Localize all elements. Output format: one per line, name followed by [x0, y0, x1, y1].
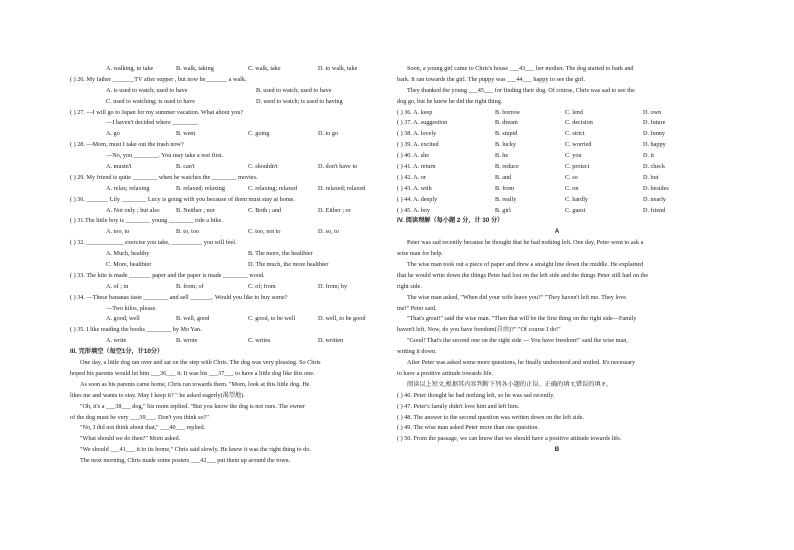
q26-options-ab [70, 86, 390, 97]
choice-row [397, 195, 717, 206]
option-c: C. hardly [565, 195, 589, 203]
option-c: C. going [248, 130, 270, 138]
option-a: ( ) 39. A. excited [397, 141, 439, 149]
option-b: B. borrow [495, 108, 521, 116]
option-a: A. too, to [106, 228, 130, 236]
passage-line: "Good! That's the second one on the right side — You have freedom!" said the wise man, [407, 337, 628, 345]
option-d: D. funny [643, 130, 665, 138]
option-b: B. stupid [495, 130, 518, 138]
option-a: ( ) 41. A. return [397, 163, 436, 171]
option-d: D. so, to [318, 228, 339, 236]
option-c: C. used to watching; is used to have [106, 97, 196, 105]
q27-line2: —I haven't decided where ________. [106, 119, 199, 127]
left-column [70, 64, 390, 467]
option-a: ( ) 42. A. or [397, 173, 426, 181]
q29-stem: ( ) 29. My friend is quite ________ when he watches the ________ movies. [70, 173, 258, 181]
instruction: 阅读以上短文,根据其内容判断下列各小题的正误。正确的填 T,错误的填 F。 [407, 380, 612, 388]
q30-stem: ( ) 30. _______ Lily ________ Lucy is going with you because of them must stay at home. [70, 195, 295, 203]
passage-line: haven't left. Now, do you have freedom(自由)?" "Of course I do!" [397, 326, 561, 334]
option-d: D. future [643, 119, 666, 127]
option-b: B. used to watch; used to have [256, 86, 332, 94]
tf-question: ( ) 47. Peter's family didn't love him and left him. [397, 402, 520, 410]
passage-line: Peter was sad recently because he thought that he had nothing left. One day, Peter went to ask a [407, 239, 644, 247]
q28-stem: ( ) 28. —Mom, must I take out the trash now? [70, 141, 184, 149]
option-c: C. protect [565, 163, 590, 171]
tf-question: ( ) 49. The wise man asked Peter more than one question. [397, 424, 539, 432]
option-a: A. good, well [106, 315, 140, 323]
q30-options [70, 206, 390, 217]
q26-stem: ( ) 26. My father _______TV after supper , but now he_______ a walk. [70, 75, 247, 83]
option-d: D. friend [643, 206, 666, 214]
q32-stem: ( ) 32. ____________ exercise you take, __________ you will feel. [70, 239, 237, 247]
passage-line: Soon, a young girl came to Chris's house ___43___ her mother. The dog started to bark and [407, 65, 634, 72]
q25-options [70, 64, 390, 75]
passage-line: that he would write down the things Peter had lost on the left side and the things Peter still had on the [397, 271, 649, 279]
option-c: C. shouldn't [248, 163, 278, 171]
passage-line: writing it down. [397, 348, 437, 356]
option-b: B. The more, the healthier [248, 250, 313, 258]
option-d: D. used to watch; is used to having [256, 97, 343, 105]
option-d: D. but [643, 173, 659, 181]
option-c: C. More, healthier [106, 261, 152, 269]
option-b: B. walk, taking [176, 65, 214, 72]
q33-stem: ( ) 33. The kite is made _______ paper and the paper is made ________ wood. [70, 271, 265, 279]
option-d: D. Either ; or [318, 206, 351, 214]
option-a: A. walking, to take [106, 65, 154, 72]
option-d: D. to go [318, 130, 339, 138]
choice-row [397, 118, 717, 129]
q34-line2: —Two kilos, please. [106, 304, 157, 312]
option-d: D. check [643, 163, 665, 171]
option-a: ( ) 40. A. she [397, 152, 429, 160]
option-d: D. it [643, 152, 655, 160]
q29-options [70, 184, 390, 195]
option-a: A. relax; relaxing [106, 184, 150, 192]
option-a: ( ) 44. A. deeply [397, 195, 438, 203]
option-c: C. too, not to [248, 228, 281, 236]
passage-line: dog go, but he knew he did the right thing. [397, 97, 503, 105]
tf-question: ( ) 46. Peter thought he had nothing left, so he was sad recently. [397, 391, 555, 399]
passage-b-label: B [554, 446, 560, 454]
q32-options-ab [70, 249, 390, 260]
q31-stem: ( ) 31.The little boy is ________ young ________ ride a bike. [70, 217, 223, 225]
option-a: A. is used to watch; used to have [106, 86, 188, 94]
passage-line: me!" Peter said. [397, 304, 437, 312]
passage-line: wise man for help. [397, 250, 444, 258]
passage-line: The wise man asked, "When did your wife leave you?" "They haven't left me. They love [407, 293, 627, 301]
option-d: D. The much, the more healthier [248, 261, 329, 269]
tf-question: ( ) 50. From the passage, we can know that we should have a positive attitude towards life. [397, 435, 622, 443]
section-4-title: IV. 阅读理解（每小题 2 分，计 30 分） [397, 217, 504, 225]
q34-options [70, 314, 390, 325]
q35-stem: ( ) 35. I like reading the books ________ by Mo Yan. [70, 326, 202, 334]
option-c: C. worried [565, 141, 592, 149]
passage-line: After Peter was asked some more questions, he finally understood and smiled. It's necessary [407, 359, 636, 367]
option-b: B. to, too [176, 228, 200, 236]
option-b: B. girl [495, 206, 511, 214]
q27-options [70, 129, 390, 140]
option-d: D. relaxed; relaxed [318, 184, 366, 192]
choice-row [397, 184, 717, 195]
option-c: C. relaxing; relaxed [248, 184, 297, 192]
option-b: B. lucky [495, 141, 516, 149]
option-a: ( ) 37. A. suggestion [397, 119, 448, 127]
passage-line: As soon as his parents came home, Chris ran towards them. "Mom, look at this little dog. He [80, 380, 310, 388]
passage-line: The wise man took out a piece of paper and drew a straight line down the middle. He explained [407, 261, 644, 269]
option-b: B. Neither ; nor [176, 206, 215, 214]
option-d: D. happy [643, 141, 666, 149]
option-a: A. write [106, 337, 127, 345]
q26-options-cd [70, 97, 390, 108]
option-a: ( ) 45. A. boy [397, 206, 430, 214]
option-c: C. walk, take [248, 65, 281, 72]
option-b: B. and [495, 173, 512, 181]
q34-stem: ( ) 34. —These bananas taste ________ and sell _______. Would you like to buy some? [70, 293, 288, 301]
passage-line: They thanked the young ___45___ for finding their dog. Of course, Chris was sad to see the [407, 86, 635, 94]
option-b: B. went [176, 130, 196, 138]
q32-options-cd [70, 260, 390, 271]
option-b: B. relaxed; relaxing [176, 184, 225, 192]
option-b: B. from; of [176, 282, 204, 290]
passage-line: likes me and wants to stay. May I keep it? " he asked eagerly(渴望地). [70, 391, 245, 399]
choice-row [397, 129, 717, 140]
option-d: D. to walk, take [318, 65, 358, 72]
passage-line: "That's great!" said the wise man. "Then that will be the first thing on the right side—Family [407, 315, 637, 323]
tf-question: ( ) 48. The answer to the second question was written down on the left side. [397, 413, 585, 421]
option-a: ( ) 38. A. lovely [397, 130, 437, 138]
option-d: D. nearly [643, 195, 667, 203]
passage-line: "Oh, it's a ___38___ dog," his mom replied. "But you know the dog is not ours. The owner [80, 402, 305, 410]
option-c: C. strict [565, 130, 585, 138]
option-d: D. written [318, 337, 344, 345]
option-d: D. from; by [318, 282, 348, 290]
option-c: C. lend [565, 108, 583, 116]
q28-line2: —No, you ________. You may take a rest first. [106, 152, 224, 160]
option-b: B. really [495, 195, 517, 203]
option-c: C. you [565, 152, 582, 160]
option-c: C. on [565, 184, 579, 192]
choice-row [397, 140, 717, 151]
passage-line: "What should we do then?" Mom asked. [80, 435, 181, 443]
option-b: B. wrote [176, 337, 198, 345]
choice-row [397, 206, 717, 217]
passage-line: to have a positive attitude towards life. [397, 369, 494, 377]
cloze-choices [397, 108, 717, 217]
option-c: C. writes [248, 337, 271, 345]
option-d: D. don't have to [318, 163, 358, 171]
passage-line: right side. [397, 282, 422, 290]
option-c: C. Both ; and [248, 206, 282, 214]
q28-options [70, 162, 390, 173]
choice-row [397, 162, 717, 173]
choice-row [397, 173, 717, 184]
option-a: A. Much, healthy [106, 250, 150, 258]
option-a: A. mustn't [106, 163, 132, 171]
passage-line: hoped his parents would let him ___36___ it. It was his ___37___ to have a little dog like this one. [70, 369, 315, 377]
option-b: B. he [495, 152, 509, 160]
section-3-title: III. 完形填空（每空1分，计10分） [70, 348, 164, 356]
option-d: D. well, to be good [318, 315, 366, 323]
passage-line: bark. It ran towards the girl. The puppy was ___44___ happy to see the girl. [397, 75, 586, 83]
q33-options [70, 282, 390, 293]
option-b: B. can't [176, 163, 195, 171]
option-c: C. decision [565, 119, 593, 127]
option-b: B. reduce [495, 163, 519, 171]
option-a: ( ) 43. A. with [397, 184, 432, 192]
option-d: D. besides [643, 184, 669, 192]
option-a: A. Not only ; but also [106, 206, 160, 214]
passage-a-label: A [554, 228, 560, 236]
passage-line: of the dog must be very ___39___. Don't you think so?" [70, 413, 209, 421]
option-b: B. from [495, 184, 515, 192]
q27-stem: ( ) 27. —I will go to Japan for my summer vacation. What about you? [70, 108, 244, 116]
option-a: A. of ; in [106, 282, 129, 290]
option-b: B. dream [495, 119, 518, 127]
passage-line: One day, a little dog ran over and sat on the step with Chris. The dog was very pleasing. So Chris [80, 359, 321, 367]
option-d: D. own [643, 108, 662, 116]
right-column [397, 64, 717, 456]
option-c: C. so [565, 173, 578, 181]
passage-line: "We should ___41___ it to its home," Chris said slowly. He knew it was the right thing to do. [80, 446, 311, 454]
choice-row [397, 151, 717, 162]
option-a: ( ) 36. A. keep [397, 108, 433, 116]
option-c: C. good, to be well [248, 315, 296, 323]
option-a: A. go [106, 130, 120, 138]
option-c: C. guest [565, 206, 586, 214]
q31-options [70, 227, 390, 238]
choice-row [397, 108, 717, 119]
option-c: C. of; from [248, 282, 276, 290]
passage-line: "No, I did not think about that," ___40___ replied. [80, 424, 206, 432]
option-b: B. well, good [176, 315, 210, 323]
q35-options [70, 336, 390, 347]
passage-line: The next morning, Chris made some posters ___42___ put them up around the town. [80, 457, 291, 465]
